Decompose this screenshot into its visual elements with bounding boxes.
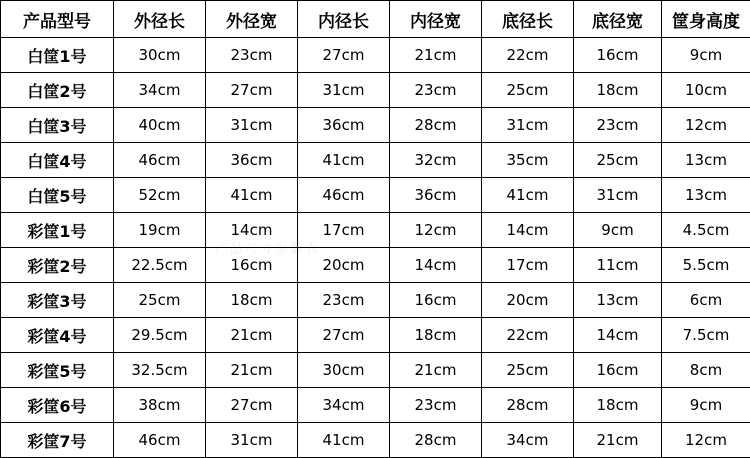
cell-value: 32cm [390, 143, 482, 178]
cell-value: 31cm [574, 178, 662, 213]
cell-model: 彩筐3号 [1, 283, 114, 318]
cell-model: 彩筐6号 [1, 388, 114, 423]
cell-value: 18cm [206, 283, 298, 318]
column-header-base-length: 底径长 [482, 1, 574, 38]
cell-value: 41cm [206, 178, 298, 213]
column-header-outer-width: 外径宽 [206, 1, 298, 38]
cell-model: 彩筐5号 [1, 353, 114, 388]
cell-value: 23cm [574, 108, 662, 143]
table-header [1, 1, 750, 38]
cell-value: 46cm [114, 423, 206, 458]
cell-value: 34cm [482, 423, 574, 458]
cell-model: 白筐2号 [1, 73, 114, 108]
cell-value: 8cm [662, 353, 750, 388]
table-row [1, 423, 750, 458]
cell-value: 14cm [390, 248, 482, 283]
cell-value: 27cm [298, 318, 390, 353]
table-row [1, 178, 750, 213]
cell-value: 25cm [482, 353, 574, 388]
cell-value: 10cm [662, 73, 750, 108]
cell-value: 19cm [114, 213, 206, 248]
cell-value: 31cm [298, 73, 390, 108]
cell-value: 13cm [662, 143, 750, 178]
cell-model: 彩筐2号 [1, 248, 114, 283]
cell-value: 22cm [482, 318, 574, 353]
cell-value: 36cm [206, 143, 298, 178]
column-header-height: 筐身高度 [662, 1, 750, 38]
cell-value: 30cm [298, 353, 390, 388]
cell-value: 23cm [390, 73, 482, 108]
cell-value: 22.5cm [114, 248, 206, 283]
table-header-row [1, 1, 750, 38]
cell-value: 18cm [574, 388, 662, 423]
cell-value: 20cm [298, 248, 390, 283]
cell-value: 36cm [298, 108, 390, 143]
cell-value: 28cm [390, 108, 482, 143]
cell-value: 21cm [390, 38, 482, 73]
table-row [1, 73, 750, 108]
cell-value: 40cm [114, 108, 206, 143]
cell-model: 彩筐7号 [1, 423, 114, 458]
cell-value: 12cm [662, 423, 750, 458]
cell-value: 6cm [662, 283, 750, 318]
cell-value: 22cm [482, 38, 574, 73]
column-header-outer-length: 外径长 [114, 1, 206, 38]
table-row [1, 318, 750, 353]
table-row [1, 38, 750, 73]
cell-value: 28cm [390, 423, 482, 458]
cell-value: 21cm [574, 423, 662, 458]
cell-model: 彩筐4号 [1, 318, 114, 353]
cell-model: 白筐3号 [1, 108, 114, 143]
cell-value: 31cm [206, 423, 298, 458]
cell-value: 46cm [114, 143, 206, 178]
cell-value: 9cm [662, 38, 750, 73]
table-row [1, 388, 750, 423]
cell-value: 31cm [206, 108, 298, 143]
cell-value: 16cm [574, 353, 662, 388]
cell-value: 38cm [114, 388, 206, 423]
cell-value: 16cm [206, 248, 298, 283]
cell-value: 32.5cm [114, 353, 206, 388]
table-row [1, 353, 750, 388]
cell-value: 28cm [482, 388, 574, 423]
cell-value: 21cm [206, 353, 298, 388]
cell-value: 41cm [298, 423, 390, 458]
cell-value: 7.5cm [662, 318, 750, 353]
cell-value: 14cm [574, 318, 662, 353]
cell-value: 14cm [206, 213, 298, 248]
cell-value: 17cm [482, 248, 574, 283]
table-row [1, 248, 750, 283]
cell-value: 41cm [482, 178, 574, 213]
cell-value: 16cm [390, 283, 482, 318]
cell-value: 23cm [206, 38, 298, 73]
table-row [1, 108, 750, 143]
cell-model: 白筐4号 [1, 143, 114, 178]
cell-value: 18cm [574, 73, 662, 108]
cell-value: 29.5cm [114, 318, 206, 353]
cell-value: 16cm [574, 38, 662, 73]
cell-value: 5.5cm [662, 248, 750, 283]
cell-value: 21cm [206, 318, 298, 353]
cell-value: 17cm [298, 213, 390, 248]
cell-value: 23cm [298, 283, 390, 318]
cell-value: 20cm [482, 283, 574, 318]
table-row [1, 213, 750, 248]
cell-value: 23cm [390, 388, 482, 423]
cell-model: 白筐5号 [1, 178, 114, 213]
cell-value: 13cm [574, 283, 662, 318]
cell-value: 18cm [390, 318, 482, 353]
cell-value: 4.5cm [662, 213, 750, 248]
column-header-inner-width: 内径宽 [390, 1, 482, 38]
cell-value: 25cm [482, 73, 574, 108]
cell-value: 41cm [298, 143, 390, 178]
cell-value: 35cm [482, 143, 574, 178]
table-row [1, 283, 750, 318]
cell-value: 46cm [298, 178, 390, 213]
cell-value: 21cm [390, 353, 482, 388]
cell-value: 34cm [298, 388, 390, 423]
cell-value: 12cm [662, 108, 750, 143]
cell-value: 27cm [206, 388, 298, 423]
cell-value: 11cm [574, 248, 662, 283]
cell-value: 25cm [574, 143, 662, 178]
table-row [1, 143, 750, 178]
cell-value: 9cm [662, 388, 750, 423]
cell-value: 9cm [574, 213, 662, 248]
cell-value: 27cm [298, 38, 390, 73]
cell-value: 14cm [482, 213, 574, 248]
watermark-text: 产品尺寸参数表 [215, 238, 320, 257]
column-header-model: 产品型号 [1, 1, 114, 38]
column-header-base-width: 底径宽 [574, 1, 662, 38]
cell-model: 彩筐1号 [1, 213, 114, 248]
cell-value: 31cm [482, 108, 574, 143]
cell-value: 30cm [114, 38, 206, 73]
cell-value: 13cm [662, 178, 750, 213]
cell-value: 34cm [114, 73, 206, 108]
table-body [1, 38, 750, 458]
cell-value: 12cm [390, 213, 482, 248]
cell-value: 27cm [206, 73, 298, 108]
cell-value: 25cm [114, 283, 206, 318]
cell-value: 52cm [114, 178, 206, 213]
cell-value: 36cm [390, 178, 482, 213]
column-header-inner-length: 内径长 [298, 1, 390, 38]
cell-model: 白筐1号 [1, 38, 114, 73]
